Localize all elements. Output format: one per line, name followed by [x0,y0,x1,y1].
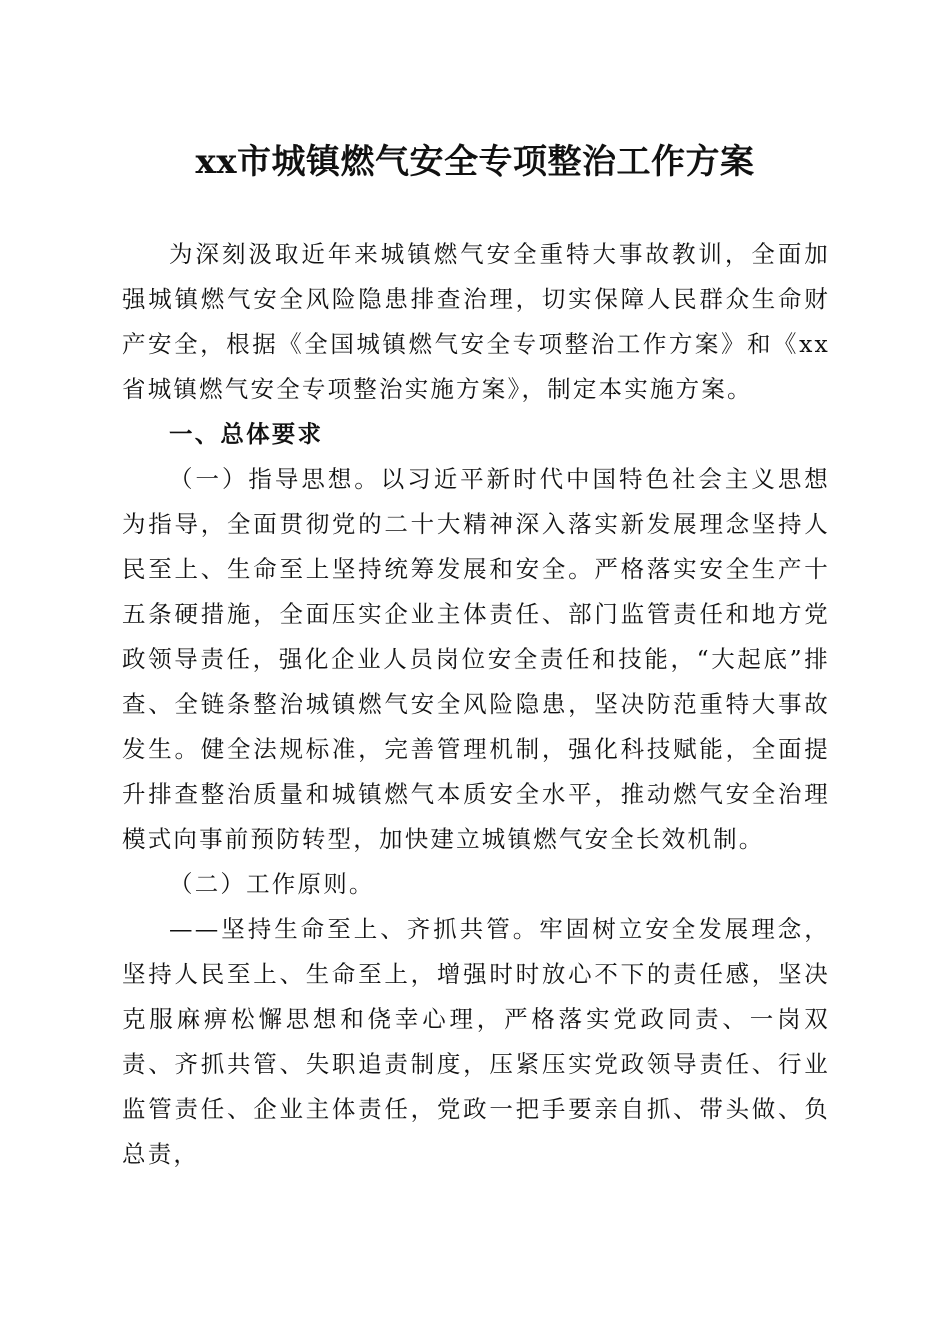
section-heading-general-requirements: 一、总体要求 [169,420,324,448]
document-body [122,232,830,1177]
principle-1-paragraph: ——坚持生命至上、齐抓共管。牢固树立安全发展理念，坚持人民至上、生命至上，增强时时放心不下的责任感，坚决克服麻痹松懈思想和侥幸心理，严格落实党政同责、一岗双责、齐抓共管、失职追责制度，压紧压实党政领导责任、行业监管责任、企业主体责任，党政一把手要亲自抓、带头做、负总责， [122,915,830,1168]
document-title: xx市城镇燃气安全专项整治工作方案 [195,142,755,182]
work-principles-heading: （二）工作原则。 [169,870,375,898]
intro-paragraph: 为深刻汲取近年来城镇燃气安全重特大事故教训，全面加强城镇燃气安全风险隐患排查治理，切实保障人民群众生命财产安全，根据《全国城镇燃气安全专项整治工作方案》和《xx省城镇燃气安全专项整治实施方案》，制定本实施方案。 [122,240,830,403]
guiding-thought-paragraph: （一）指导思想。以习近平新时代中国特色社会主义思想为指导，全面贯彻党的二十大精神深入落实新发展理念坚持人民至上、生命至上坚持统筹发展和安全。严格落实安全生产十五条硬措施，全面压实企业主体责任、部门监管责任和地方党政领导责任，强化企业人员岗位安全责任和技能，“大起底”排查、全链条整治城镇燃气安全风险隐患，坚决防范重特大事故发生。健全法规标准，完善管理机制，强化科技赋能，全面提升排查整治质量和城镇燃气本质安全水平，推动燃气安全治理模式向事前预防转型，加快建立城镇燃气安全长效机制。 [122,465,830,853]
